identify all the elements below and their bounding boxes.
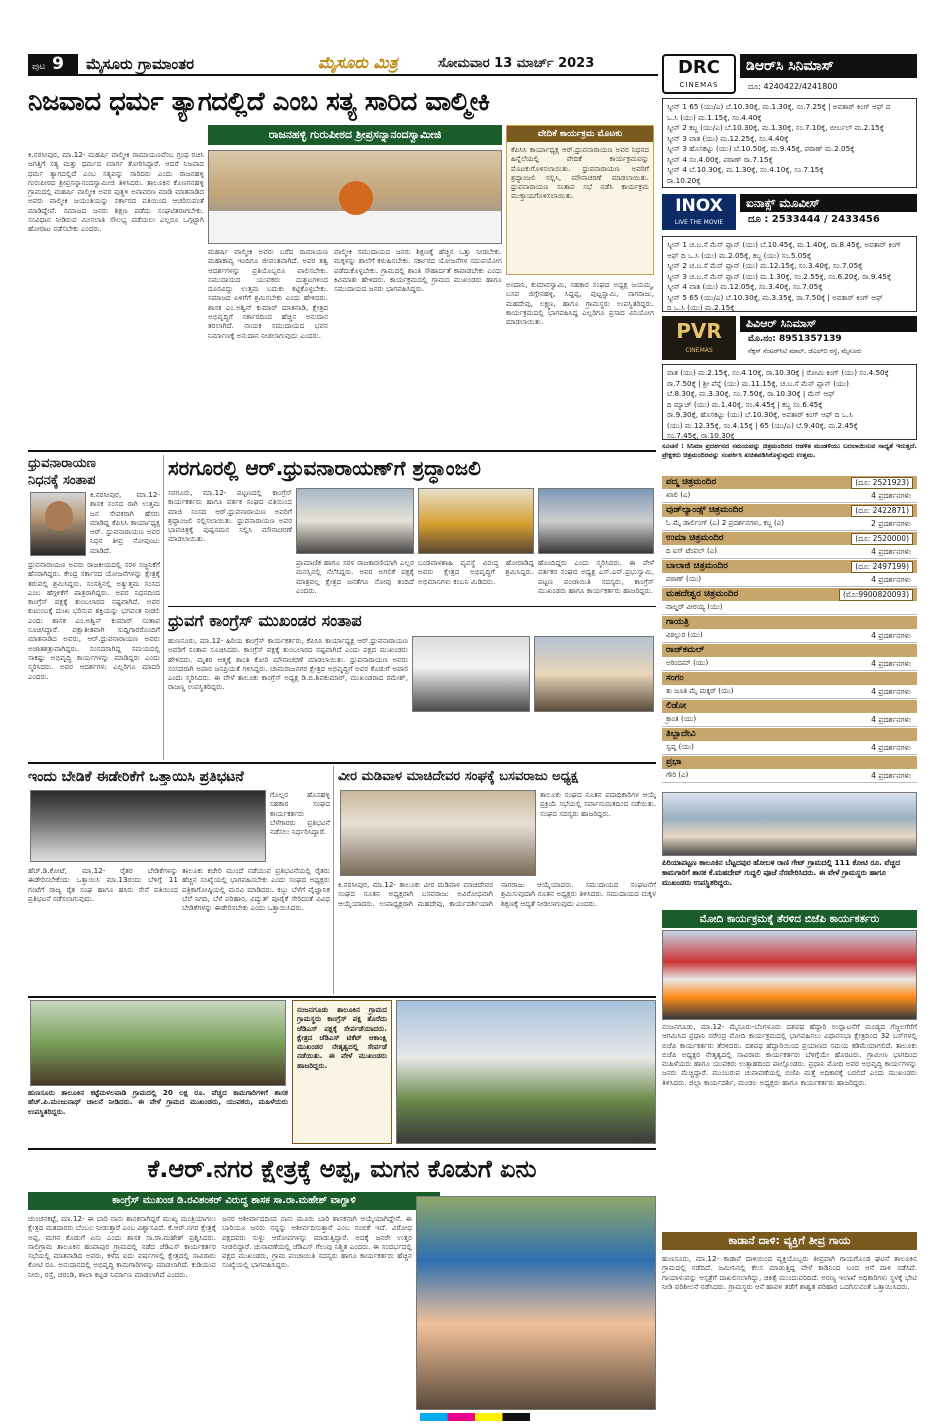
kr-nagar-col2: ಜನರ ಆಶೀರ್ವಾದದಿಂದ ನಾನು ಮೂರು ಬಾರಿ ಶಾಸಕನಾಗಿ ಆಯ್ಕೆಯಾಗಿದ್ದೇನೆ. ಈ ಬಾರಿಯೂ ಜನರು ನನ್ನನ್ನು ಆಶೀರ್ವದಿಸುತ್ತಾರೆ ಎಂಬ ನಂಬಿಕೆ ಇದೆ. ವಿರೋಧ ಪಕ್ಷದವರು ಸುಳ್ಳು ಆರೋಪಗಳನ್ನು ಮಾಡುತ್ತಿದ್ದಾರೆ. ಅದಕ್ಕೆ ಜನರೇ ಉತ್ತರ ನೀಡಲಿದ್ದಾರೆ. ಚುನಾವಣೆಯಲ್ಲಿ ಜೆಡಿಎಸ್ ಗೆಲುವು ನಿಶ್ಚಿತ ಎಂದರು. ಈ ಸಂದರ್ಭದಲ್ಲಿ ಪಕ್ಷದ ಮುಖಂಡರು, ಗ್ರಾಮ ಪಂಚಾಯಿತಿ ಸದಸ್ಯರು ಹಾಗೂ ಕಾರ್ಯಕರ್ತರು ಹೆಚ್ಚಿನ ಸಂಖ್ಯೆಯಲ್ಲಿ ಭಾಗವಹಿಸಿದ್ದರು. <box>222 1214 412 1270</box>
theatre-phone: (ದೂ: 2521923) <box>851 477 913 489</box>
pvr-showtime-line: ಸಂ.7.45ಕ್ಕೆ, ರಾ.10.30ಕ್ಕೆ <box>667 431 735 440</box>
tribute-photo-2 <box>418 488 534 554</box>
inox-logo <box>662 194 736 230</box>
theatre-name: ಉಮಾ ಚಿತ್ರಮಂದಿರ <box>666 533 724 543</box>
condolence-photo-1 <box>412 636 530 712</box>
boxed-item-title: ವೇದಿಕೆ ಕಾರ್ಯಕ್ರಮ ಮೊಟಕು <box>507 126 653 142</box>
protest-side: ಗೊಲ್ಲರ ಹೊಸಹಳ್ಳಿ ಸಹಕಾರ ಸಂಘದ ಕಾರ್ಯಕರ್ತರು ಬೆಳೆಗಾರರು ಪ್ರತಿಭಟನೆ ನಡೆಸಲು ನಿರ್ಧರಿಸಿದ್ದಾರೆ. <box>270 790 330 837</box>
theatre-listing <box>662 476 917 503</box>
page-number: 9 <box>52 54 64 74</box>
theatre-shows: 4 ಪ್ರದರ್ಶನಗಳು <box>871 575 911 584</box>
obituary-title-line2: ನಿಧನಕ್ಕೆ ಸಂತಾಪ <box>28 473 96 488</box>
joined-box <box>292 1000 392 1144</box>
theatre-header <box>662 644 917 657</box>
divider <box>28 762 656 764</box>
pvr-showtime-line: ವಾತ (ಯು) ಮ.2.15ಕ್ಕೆ, ಸಂ.4.10ಕ್ಕೆ, ರಾ.10.30ಕ್ಕೆ | ರೋಮಿ ಕಿಂಗ್ (ಯು) ಸಂ.4.50ಕ್ಕೆ <box>667 368 889 377</box>
theatre-header <box>662 616 917 629</box>
theatre-name: ಲಿಡೋ <box>666 701 687 711</box>
theatre-shows: 4 ಪ್ರದರ್ಶನಗಳು <box>871 743 911 752</box>
joined-text: ನಂಜನಗೂಡು ತಾಲೂಕಿನ ಗ್ರಾಮದ ಗ್ರಾಮಸ್ಥರು ಕಾಂಗ್ರೆಸ್ ಪಕ್ಷ ತೊರೆದು ಜೆಡಿಎಸ್ ಪಕ್ಷಕ್ಕೆ ಸೇರ್ಪಡೆಯಾದರು. ಕ್ಷೇತ್ರದ ಜೆಡಿಎಸ್ ಟಿಕೆಟ್ ಆಕಾಂಕ್ಷಿ ಮುಖಂಡರ ನೇತೃತ್ವದಲ್ಲಿ ಸೇರ್ಪಡೆ ನಡೆಯಿತು. ಈ ವೇಳೆ ಮುಖಂಡರು ಹಾಜರಿದ್ದರು. <box>297 1005 387 1070</box>
tribute-col4: ಹೊಂದಿದ್ದರು ಎಂದು ಸ್ಮರಿಸಿದರು. ಈ ವೇಳೆ ವರ್ತಕರ ಸಂಘದ ಅಧ್ಯಕ್ಷ ಎಸ್.ಎನ್.ಪ್ರಭುಸ್ವಾಮಿ, ಪಟ್ಟಣ ಪಂಚಾಯಿತಿ ಸದಸ್ಯರು, ಕಾಂಗ್ರೆಸ್ ಮುಖಂಡರು ಹಾಗೂ ಕಾರ್ಯಕರ್ತರು ಹಾಜರಿದ್ದರು. <box>538 558 654 595</box>
theatre-listing <box>662 588 917 615</box>
modi-body: ನಂಜನಗೂಡು, ಮಾ.12- ಮೈಸೂರು-ಬೆಂಗಳೂರು ದಶಪಥ ಹೆದ್ದಾರಿ ಉದ್ಘಾಟನೆಗೆ ಮಂಡ್ಯದ ಗೆಜ್ಜಲಗೆರೆಗೆ ಆಗಮಿಸಿದ ಪ್ರಧಾನಿ ನರೇಂದ್ರ ಮೋದಿ ಕಾರ್ಯಕ್ರಮದಲ್ಲಿ ಭಾಗವಹಿಸಲು ವಿಧಾನಸಭಾ ಕ್ಷೇತ್ರದಿಂದ 32 ಬಸ್‌ಗಳಲ್ಲಿ ಬಿಜೆಪಿ ಕಾರ್ಯಕರ್ತರು ತೆರಳಿದರು. ದಶಪಥ ಹೆದ್ದಾರಿಯಿಂದ ಪ್ರಯಾಣದ ಸಮಯ ಕಡಿಮೆಯಾಗಲಿದೆ. ತಾಲೂಕು ಬಿಜೆಪಿ ಅಧ್ಯಕ್ಷರ ನೇತೃತ್ವದಲ್ಲಿ ಸಾವಿರಾರು ಕಾರ್ಯಕರ್ತರು ಬೆಳಿಗ್ಗೆಯೇ ಹೊರಟರು. ಗ್ರಾಮೀಣ ಭಾಗದಿಂದ ಮಹಿಳೆಯರು ಹಾಗೂ ಯುವಕರು ಉತ್ಸಾಹದಿಂದ ಪಾಲ್ಗೊಂಡರು. ಪ್ರಧಾನಿ ಮೋದಿ ಅವರ ಅಭಿವೃದ್ಧಿ ಕಾರ್ಯಗಳನ್ನು ಜನರು ಮೆಚ್ಚಿದ್ದಾರೆ. ಮುಂಬರುವ ಚುನಾವಣೆಯಲ್ಲಿ ಬಿಜೆಪಿ ಮತ್ತೆ ಅಧಿಕಾರಕ್ಕೆ ಬರಲಿದೆ ಎಂದು ಮುಖಂಡರು ತಿಳಿಸಿದರು. ಜಿಲ್ಲಾ ಕಾರ್ಯದರ್ಶಿ, ಮಂಡಲ ಅಧ್ಯಕ್ಷರು ಹಾಗೂ ಕಾರ್ಯಕರ್ತರು ಹಾಜರಿದ್ದರು. <box>662 1022 917 1087</box>
pvr-listing <box>662 364 917 440</box>
pvr-showtime-line: ದಿ ಮ್ಯಾಚ್ (ಯು) ಮ.1.40ಕ್ಕೆ, ಸಂ.4.45ಕ್ಕೆ | ಕಬ್ಜ ಸಂ.6.45ಕ್ಕೆ <box>667 399 823 409</box>
drc-showtime-line: ರಾ.10.20ಕ್ಕೆ <box>667 175 701 185</box>
color-strip <box>420 1413 530 1421</box>
boxed-item <box>506 125 654 275</box>
theatre-listing <box>662 644 917 671</box>
theatre-movie: ಗೌರಿ (ಎ) <box>666 771 689 779</box>
drc-logo <box>662 54 736 94</box>
lead-photo-garland <box>339 181 373 215</box>
drc-phone: ದೂ: 4240422/4241800 <box>748 82 838 91</box>
protest-headline: ಇಂದು ಬೇಡಿಕೆ ಈಡೇರಿಕೆಗೆ ಒತ್ತಾಯಿಸಿ ಪ್ರತಿಭಟನೆ <box>28 769 244 785</box>
paper-name: ಮೈಸೂರು ಮಿತ್ರ <box>318 53 398 72</box>
theatre-name: ಮಹದೇಶ್ವರ ಚಿತ್ರಮಂದಿರ <box>666 589 739 599</box>
inox-showtime-line: ಸ್ಕ್ರೀನ್ 1 ಚ.ಬ.ಸೆ ಮೆನ್ ಪ್ಲಾನ್ (ಯು) ಬೆ.10.45ಕ್ಕೆ, ಮ.1.40ಕ್ಕೆ, ರಾ.8.45ಕ್ಕೆ, ಅವತಾರ್ ಕಿಂಗ್ <box>667 240 902 249</box>
pvr-block <box>662 314 917 362</box>
tribute-photo-3 <box>538 488 654 554</box>
right-mid-photo <box>662 792 917 856</box>
theatre-shows: 4 ಪ್ರದರ್ಶನಗಳು <box>871 771 911 780</box>
pvr-logo-sub: CINEMAS <box>685 347 713 354</box>
theatre-header <box>662 560 917 573</box>
inox-showtime-line: ದಿ ಒ.ಸಿ (ಯು) ಮ.2.15ಕ್ಕೆ <box>667 303 735 312</box>
page-label-text: ಪುಟ <box>32 62 46 72</box>
inox-name: ಐನಾಕ್ಸ್ ಮೂವೀಸ್ <box>740 194 917 212</box>
condolence-body: ಹುಣಸೂರು, ಮಾ.12- ಹಿರಿಯ ಕಾಂಗ್ರೆಸ್ ಕಾರ್ಯಕರ್ತರು, ಕೆಪಿಸಿಸಿ ಕಾರ್ಯಾಧ್ಯಕ್ಷ ಆರ್.ಧ್ರುವನಾರಾಯಣ ಅವರಿಗೆ ಸಂತಾಪ ಸೂಚಿಸಿದರು. ಕಾಂಗ್ರೆಸ್ ಪಕ್ಷಕ್ಕೆ ತುಂಬಲಾರದ ನಷ್ಟವಾಗಿದೆ ಎಂದು ಪಕ್ಷದ ಮುಖಂಡರು ಹೇಳಿದರು. ಮೃತರ ಆತ್ಮಕ್ಕೆ ಶಾಂತಿ ಕೋರಿ ಮೌನಾಚರಣೆ ಮಾಡಲಾಯಿತು. ಧ್ರುವನಾರಾಯಣ ಅವರು ಸಂಸದರಾಗಿ ಅಪಾರ ಜನಪ್ರಿಯತೆ ಗಳಿಸಿದ್ದರು. ಚಾಮರಾಜನಗರ ಕ್ಷೇತ್ರದ ಅಭಿವೃದ್ಧಿಗೆ ಅವರ ಕೊಡುಗೆ ಅಪಾರ ಎಂದು ಸ್ಮರಿಸಿದರು. ಈ ವೇಳೆ ತಾಲೂಕು ಕಾಂಗ್ರೆಸ್ ಅಧ್ಯಕ್ಷ ಡಿ.ಬಿ.ಶಿವಕುಮಾರ್, ಮುಖಂಡರಾದ ರಮೇಶ್, ರಾಜಣ್ಣ ಉಪಸ್ಥಿತರಿದ್ದರು. <box>168 636 408 692</box>
inox-listing <box>662 236 917 312</box>
column-rule <box>333 766 334 994</box>
drc-logo-text: DRC <box>677 57 720 78</box>
theatre-listing <box>662 560 917 587</box>
obituary-title <box>28 455 158 489</box>
lead-subhead: ರಾಜನಹಳ್ಳಿ ಗುರುಪೀಠದ ಶ್ರೀಪ್ರಸನ್ನಾನಂದಸ್ವಾಮೀಜಿ <box>208 125 502 145</box>
tribute-col1: ಸರಗೂರು, ಮಾ.12- ಪಟ್ಟಣದಲ್ಲಿ ಕಾಂಗ್ರೆಸ್ ಕಾರ್ಯಕರ್ತರು ಹಾಗೂ ವರ್ತಕ ಸಂಘದ ವತಿಯಿಂದ ಮಾಜಿ ಸಂಸದ ಆರ್.ಧ್ರುವನಾರಾಯಣ ಅವರಿಗೆ ಶ್ರದ್ಧಾಂಜಲಿ ಸಲ್ಲಿಸಲಾಯಿತು. ಧ್ರುವನಾರಾಯಣ ಅವರ ಭಾವಚಿತ್ರಕ್ಕೆ ಪುಷ್ಪನಮನ ಸಲ್ಲಿಸಿ ಮೌನಾಚರಣೆ ಮಾಡಲಾಯಿತು. <box>168 488 292 544</box>
modi-headline: ಮೋದಿ ಕಾರ್ಯಕ್ರಮಕ್ಕೆ ತೆರಳಿದ ಬಿಜೆಪಿ ಕಾರ್ಯಕರ್ತರು <box>662 910 917 928</box>
kr-nagar-col1: ಚುಂಚನಕಟ್ಟೆ, ಮಾ.12- ಈ ಬಾರಿ ನಾನು ಶಾಸಕನಾಗಿದ್ದರೆ ಮುಖ್ಯ ಮಂತ್ರಿಯಾಗಲು ಕ್ಷೇತ್ರದ ಮತದಾರರು ಬೆಂಬಲ ನೀಡುತ್ತಾರೆ ಎಂಬ ವಿಶ್ವಾಸವಿದೆ. ಕೆ.ಆರ್.ನಗರ ಕ್ಷೇತ್ರಕ್ಕೆ ಅಪ್ಪ, ಮಗನ ಕೊಡುಗೆ ಏನು ಎಂದು ಶಾಸಕ ಸಾ.ರಾ.ಮಹೇಶ್ ಪ್ರಶ್ನಿಸಿದರು. ಸಾಲಿಗ್ರಾಮ ತಾಲೂಕಿನ ಹಂಪಾಪುರ ಗ್ರಾಮದಲ್ಲಿ ನಡೆದ ಜೆಡಿಎಸ್ ಕಾರ್ಯಕರ್ತರ ಸಭೆಯಲ್ಲಿ ಮಾತನಾಡಿದ ಅವರು, ಕಳೆದ ಐದು ವರ್ಷಗಳಲ್ಲಿ ಕ್ಷೇತ್ರದಲ್ಲಿ ಸಾವಿರಾರು ಕೋಟಿ ರೂ. ಅನುದಾನದಲ್ಲಿ ಅಭಿವೃದ್ಧಿ ಕಾಮಗಾರಿಗಳನ್ನು ಮಾಡಲಾಗಿದೆ. ಕುಡಿಯುವ ನೀರು, ರಸ್ತೆ, ಚರಂಡಿ, ಶಾಲಾ ಕಟ್ಟಡ ನಿರ್ಮಾಣ ಮಾಡಲಾಗಿದೆ ಎಂದರು. <box>28 1214 216 1279</box>
plantation-photo <box>30 1000 286 1086</box>
theatre-header <box>662 504 917 517</box>
portrait-face <box>45 501 73 531</box>
divider <box>28 996 656 998</box>
theatre-shows: 4 ಪ್ರದರ್ಶನಗಳು <box>871 715 911 724</box>
drc-listing <box>662 98 917 188</box>
pvr-name: ಪಿವಿಆರ್ ಸಿನಿಮಾಸ್ <box>740 316 917 332</box>
tribute-headline: ಸರಗೂರಲ್ಲಿ ಆರ್.ಧ್ರುವನಾರಾಯಣ್‌ಗೆ ಶ್ರದ್ಧಾಂಜಲಿ <box>168 456 481 480</box>
lead-col3: ವಾಲ್ಮೀಕಿ ಸಮುದಾಯದ ಜನರು ಶಿಕ್ಷಣಕ್ಕೆ ಹೆಚ್ಚಿನ ಒತ್ತು ನೀಡಬೇಕು. ಮಕ್ಕಳನ್ನು ಶಾಲೆಗೆ ಕಳುಹಿಸಬೇಕು. ಸರ್ಕಾರದ ಯೋಜನೆಗಳ ಸದುಪಯೋಗ ಪಡೆದುಕೊಳ್ಳಬೇಕು. ಗ್ರಾಮದಲ್ಲಿ ಶಾಂತಿ ಸೌಹಾರ್ದತೆ ಕಾಪಾಡಬೇಕು ಎಂದು ಕಿವಿಮಾತು ಹೇಳಿದರು. ಕಾರ್ಯಕ್ರಮದಲ್ಲಿ ಗ್ರಾಮದ ಮುಖಂಡರು ಹಾಗೂ ಸಮುದಾಯದ ಜನರು ಭಾಗವಹಿಸಿದ್ದರು. <box>334 247 502 294</box>
theatre-movie: ಕ್ರಾಂತಿ (ಯು) <box>666 715 697 723</box>
pvr-showtime-line: ರಾ.7.50ಕ್ಕೆ | ಶ್ರೀ ಪೆನ್ನೆ (ಯು) ಮ.11.15ಕ್ಕೆ, ಚ.ಬ.ಸೆ ಮೆನ್ ಪ್ಲಾನ್ (ಯು) <box>667 378 849 388</box>
sangha-side: ತಾಲೂಕು ಸಂಘದ ನೂತನ ಪದಾಧಿಕಾರಿಗಳ ಆಯ್ಕೆ ಪ್ರಕ್ರಿಯೆ ಸಭೆಯಲ್ಲಿ ಸರ್ವಾನುಮತದಿಂದ ನಡೆಯಿತು. ಸಂಘದ ಸದಸ್ಯರು ಹಾಜರಿದ್ದರು. <box>540 790 656 818</box>
theatre-listing <box>662 532 917 559</box>
pvr-logo-text: PVR <box>676 319 722 343</box>
theatre-movie: ವಾಲ್ಡರ್ ವೀರಯ್ಯ (ಯು) <box>666 603 723 611</box>
plantation-caption: ಹುಣಸೂರು ತಾಲೂಕಿನ ಕಟ್ಟೆಮಳಲವಾಡಿ ಗ್ರಾಮದಲ್ಲಿ 20 ಲಕ್ಷ ರೂ. ವೆಚ್ಚದ ಕಾಮಗಾರಿಗಳಿಗೆ ಶಾಸಕ ಹೆಚ್.ಪಿ.ಮಂಜುನಾಥ್ ಚಾಲನೆ ನೀಡಿದರು. ಈ ವೇಳೆ ಗ್ರಾಮದ ಮುಖಂಡರು, ಯುವಕರು, ಮಹಿಳೆಯರು ಉಪಸ್ಥಿತರಿದ್ದರು. <box>28 1088 288 1116</box>
drc-logo-sub: CINEMAS <box>679 81 719 89</box>
obituary-title-line1: ಧ್ರುವನಾರಾಯಣ <box>28 456 96 471</box>
theatre-listing <box>662 504 917 531</box>
drc-showtime-line: ಸ್ಕ್ರೀನ್ 3 ಹೊಸಕಟ್ಟು (ಯು) ಬೆ.10.50ಕ್ಕೆ, ಮ.9.45ಕ್ಕೆ, ಪಠಾಣ್ ಮ.2.05ಕ್ಕೆ <box>667 144 855 153</box>
accident-headline: ಕಾಡಾನೆ ದಾಳಿ: ವ್ಯಕ್ತಿಗೆ ತೀವ್ರ ಗಾಯ <box>662 1232 917 1250</box>
lead-photo-stage <box>209 211 501 243</box>
page-label <box>28 54 78 74</box>
protest-body: ತಾಲೂಕು ಕಚೇರಿ ಮುಂದೆ ನಡೆಯುವ ಪ್ರತಿಭಟನೆಯಲ್ಲಿ ರೈತರು ಹೆಚ್ಚಿನ ಸಂಖ್ಯೆಯಲ್ಲಿ ಭಾಗವಹಿಸಬೇಕು ಎಂದು ಸಂಘದ ಅಧ್ಯಕ್ಷರು ಪತ್ರಿಕಾಗೋಷ್ಠಿಯಲ್ಲಿ ಮನವಿ ಮಾಡಿದರು. ಕಬ್ಬು ಬೆಳೆಗೆ ವೈಜ್ಞಾನಿಕ ಬೆಲೆ ನಿಗದಿ, ಬೆಳೆ ಪರಿಹಾರ, ವಿದ್ಯುತ್ ಪೂರೈಕೆ ಸೇರಿದಂತೆ ವಿವಿಧ ಬೇಡಿಕೆಗಳನ್ನು ಈಡೇರಿಸಬೇಕು ಎಂದು ಒತ್ತಾಯಿಸಿದರು. <box>182 866 330 913</box>
theatre-shows: 4 ಪ್ರದರ್ಶನಗಳು <box>871 547 911 556</box>
theatre-shows: 4 ಪ್ರದರ್ಶನಗಳು <box>871 631 911 640</box>
theatre-phone: (ದೂ: 2520000) <box>851 533 913 545</box>
drc-showtime-line: ಸ್ಕ್ರೀನ್ 3 ವಾತ (ಯು) ಮ.12.25ಕ್ಕೆ, ಸಂ.4.40ಕ್ಕೆ <box>667 133 789 143</box>
theatre-listing <box>662 728 917 755</box>
masthead <box>28 52 658 76</box>
boxed-item-body: ಕೆಪಿಸಿಸಿ ಕಾರ್ಯಾಧ್ಯಕ್ಷ ಆರ್.ಧ್ರುವನಾರಾಯಣ ಅವರ ನಿಧನದ ಹಿನ್ನೆಲೆಯಲ್ಲಿ ವೇದಿಕೆ ಕಾರ್ಯಕ್ರಮವನ್ನು ಮೊಟಕುಗೊಳಿಸಲಾಯಿತು. ಧ್ರುವನಾರಾಯಣ ಅವರಿಗೆ ಶ್ರದ್ಧಾಂಜಲಿ ಸಲ್ಲಿಸಿ, ಮೌನಾಚರಣೆ ಮಾಡಲಾಯಿತು. ಧ್ರುವನಾರಾಯಣ ಸಂತಾಪ ಸಭೆ ನಡೆಸಿ ಕಾರ್ಯಕ್ರಮ ಮುಕ್ತಾಯಗೊಳಿಸಲಾಯಿತು. <box>511 145 649 201</box>
theatre-header <box>662 532 917 545</box>
theatre-name: ತಿಬ್ಬಾದೇವಿ <box>666 729 696 739</box>
lead-photo <box>208 150 502 244</box>
theatre-listing <box>662 700 917 727</box>
drc-name: ಡಿಆರ್‌ಸಿ ಸಿನಿಮಾಸ್ <box>740 54 917 78</box>
theatre-phone: (ಮೊ:9900820093) <box>839 589 913 601</box>
theatre-movie: ಸ್ವಪ್ನ (ಯು) <box>666 743 694 751</box>
kr-nagar-photo <box>416 1196 656 1410</box>
theatre-shows: 4 ಪ್ರದರ್ಶನಗಳು <box>871 491 911 500</box>
theatre-shows: 2 ಪ್ರದರ್ಶನಗಳು <box>871 519 911 528</box>
inox-logo-text: INOX <box>675 196 723 216</box>
theatre-name: ಸಂಗಂ <box>666 673 684 683</box>
theatre-name: ಬಾಲಾಜಿ ಚಿತ್ರಮಂದಿರ <box>666 561 728 571</box>
modi-photo <box>662 930 917 1020</box>
divider <box>168 606 656 607</box>
lead-col5: ಅಂದಾನಿ, ಕುಮಾರಸ್ವಾಮಿ, ಸಹಕಾರ ಸಂಘದ ಅಧ್ಯಕ್ಷ ಜಯಮ್ಮ, ಬಸವ ಜಿಗ್ಗೇನಹಳ್ಳಿ, ಸಿದ್ದಪ್ಪ, ಪುಟ್ಟಸ್ವಾಮಿ, ನಾಗರಾಜು, ಮಹದೇವು, ಲಕ್ಷ್ಮಣ, ಹಾಗೂ ಗ್ರಾಮಸ್ಥರು ಉಪಸ್ಥಿತರಿದ್ದರು. ಕಾರ್ಯಕ್ರಮದಲ್ಲಿ ಭಾಗವಹಿಸಿದ್ದ ಎಲ್ಲರಿಗೂ ಪ್ರಸಾದ ವಿನಿಯೋಗ ಮಾಡಲಾಯಿತು. <box>506 280 654 327</box>
tribute-col2: ಪ್ರಾಮಾಣಿಕ ಹಾಗೂ ಸರಳ ರಾಜಕಾರಣಿಯಾಗಿ ಎಲ್ಲರ ಮನಸ್ಸಿನಲ್ಲಿ ನೆಲೆಸಿದ್ದರು. ಅವರ ಅಗಲಿಕೆ ಪಕ್ಷಕ್ಕೆ ಮಾತ್ರವಲ್ಲ ಕ್ಷೇತ್ರದ ಜನತೆಗೂ ನೋವು ತಂದಿದೆ ಎಂದರು. <box>296 558 414 595</box>
theatre-header <box>662 476 917 489</box>
theatre-movie: ಓ ಮೈ ಡಾರ್ಲಿಂಗ್ (ಎ) 2 ಪ್ರದರ್ಶನಗಳು, ಕಬ್ಜ (ಎ) <box>666 519 785 527</box>
theatre-phone: (ದೂ: 2422871) <box>851 505 913 517</box>
pvr-showtime-line: ರಾ.9.30ಕ್ಕೆ, ಹೊಸಕಟ್ಟು (ಯು) ಬೆ.10.30ಕ್ಕೆ, ಅವತಾರ್ ಕಿಂಗ್ ಆಫ್ ದಿ ಒ.ಸಿ <box>667 410 853 419</box>
inox-showtime-line: ಸ್ಕ್ರೀನ್ 2 ಚ.ಬ.ಸೆ ಮೆನ್ ಪ್ಲಾನ್ (ಯು) ಮ.12.15ಕ್ಕೆ, ಸಂ.3.40ಕ್ಕೆ, ಸಂ.7.05ಕ್ಕೆ <box>667 261 863 270</box>
pvr-showtime-line: (ಯು) ಮ.12.35ಕ್ಕೆ, ಸಂ.4.15ಕ್ಕೆ | 65 (ಯು/ಎ) ಬೆ.9.40ಕ್ಕೆ, ಮ.2.45ಕ್ಕೆ <box>667 420 858 430</box>
theatre-movie: ವಿಠಲ್ಪುರ (ಯು) <box>666 631 703 639</box>
theatre-movie: ಪಠಾಣ್ (ಯು) <box>666 575 702 583</box>
pvr-address: ನೆಕ್ಸಸ್ ಸೆಂಟರ್‌ಸಿಟಿ ಮಾಲ್, ಜೆಎಲ್‌ಬಿ ರಸ್ತೆ, ಮೈಸೂರು <box>748 347 862 355</box>
theatre-header <box>662 700 917 713</box>
protest-photo <box>30 790 266 862</box>
kr-nagar-subhead: ಕಾಂಗ್ರೆಸ್ ಮುಖಂಡ ಡಿ.ರವಿಶಂಕರ್ ವಿರುದ್ಧ ಶಾಸಕ ಸಾ.ರಾ.ಮಹೇಶ್ ವಾಗ್ದಾಳಿ <box>28 1192 440 1210</box>
pvr-note: ಸೂಚನೆ : ಸಿನಿಮಾ ಪ್ರದರ್ಶನದ ಸಮಯವನ್ನು ಚಿತ್ರಮಂದಿರದ ಆಡಳಿತ ಮಂಡಳಿಯು ಬದಲಾಯಿಸುವ ಸಾಧ್ಯತೆ ಇರುತ್ತದೆ. ಪ್ರೇಕ್ಷಕರು ಚಿತ್ರಮಂದಿರವನ್ನು ಸಂಪರ್ಕಿಸಿ ಖಚಿತಪಡಿಸಿಕೊಳ್ಳುವುದು ಉತ್ತಮ. <box>662 442 917 459</box>
protest-caption: ಹೆಚ್.ಡಿ.ಕೋಟೆ, ಮಾ.12- ರೈತರ ಬೇಡಿಕೆಗಳನ್ನು ಈಡೇರಿಸಬೇಕೆಂದು ಒತ್ತಾಯಿಸಿ ಮಾ.13ರಂದು ಬೆಳಿಗ್ಗೆ 11 ಗಂಟೆಗೆ ರಾಜ್ಯ ರೈತ ಸಂಘ ಹಾಗೂ ಹಸಿರು ಸೇನೆ ವತಿಯಿಂದ ಪ್ರತಿಭಟನೆ ನಡೆಸಲಾಗುವುದು. <box>28 866 178 903</box>
theatre-header <box>662 756 917 769</box>
theatre-name: ವುಡ್‌ಲ್ಯಾಂಡ್ಸ್ ಚಿತ್ರಮಂದಿರ <box>666 505 744 515</box>
tribute-photo-1 <box>296 488 414 554</box>
theatre-header <box>662 728 917 741</box>
lead-col2: ಮಹರ್ಷಿ ವಾಲ್ಮೀಕಿ ಅವರು ಬರೆದ ರಾಮಾಯಣ ಮಹಾಕಾವ್ಯ ಇಂದಿಗೂ ಜೀವಂತವಾಗಿದೆ. ಅವರ ತತ್ವ ಆದರ್ಶಗಳನ್ನು ಪ್ರತಿಯೊಬ್ಬರೂ ಪಾಲಿಸಬೇಕು. ಸಮುದಾಯದ ಯುವಕರು ದುಶ್ಚಟಗಳಿಂದ ದೂರವಿದ್ದು ಉತ್ತಮ ಬದುಕು ಕಟ್ಟಿಕೊಳ್ಳಬೇಕು. ಸಮಾಜದ ಏಳಿಗೆಗೆ ಶ್ರಮಿಸಬೇಕು ಎಂದು ಹೇಳಿದರು. ಶಾಸಕ ಎಂ.ಅಶ್ವಿನ್ ಕುಮಾರ್ ಮಾತನಾಡಿ, ಕ್ಷೇತ್ರದ ಅಭಿವೃದ್ಧಿಗೆ ಸರ್ಕಾರದಿಂದ ಹೆಚ್ಚಿನ ಅನುದಾನ ತರಲಾಗಿದೆ. ನಾಯಕ ಸಮುದಾಯದ ಭವನ ನಿರ್ಮಾಣಕ್ಕೆ ಅನುದಾನ ನೀಡಲಾಗುವುದು ಎಂದರು. <box>208 247 328 340</box>
theatre-name: ಗಾಯತ್ರಿ <box>666 617 689 627</box>
inox-phone: ದೂ : 2533444 / 2433456 <box>748 214 880 225</box>
theatre-movie: ಖಾಲಿ (ಎ) <box>666 491 691 499</box>
inox-showtime-line: ಸ್ಕ್ರೀನ್ 3 ಚ.ಬ.ಸೆ ಮೆನ್ ಪ್ಲಾನ್ (ಯು) ಮ.1.30ಕ್ಕೆ, ಸಂ.2.55ಕ್ಕೆ, ಸಂ.6.20ಕ್ಕೆ, ರಾ.9.45ಕ್ಕೆ <box>667 271 892 281</box>
theatre-name: ಪದ್ಮ ಚಿತ್ರಮಂದಿರ <box>666 477 717 487</box>
inox-showtime-line: ಆಫ್ ದಿ ಒ.ಸಿ (ಯು) ಮ.2.05ಕ್ಕೆ, ಕಬ್ಜ (ಯು) ಸಂ.5.05ಕ್ಕೆ <box>667 250 812 260</box>
sangha-body: ಕಿ.ನರಸೀಪುರ, ಮಾ.12- ತಾಲೂಕು ವೀರ ಮಡಿವಾಳ ಮಾಚಿದೇವರ ಸಂಘದ ನೂತನ ಅಧ್ಯಕ್ಷರಾಗಿ ಬಸವರಾಜು ಅವಿರೋಧವಾಗಿ ಆಯ್ಕೆಯಾದರು. ಉಪಾಧ್ಯಕ್ಷರಾಗಿ ಮಹದೇವು, ಕಾರ್ಯದರ್ಶಿಯಾಗಿ ನಾಗರಾಜು ಆಯ್ಕೆಯಾದರು. ಸಮುದಾಯದ ಸಂಘಟನೆಗೆ ಶ್ರಮಿಸುವುದಾಗಿ ನೂತನ ಅಧ್ಯಕ್ಷರು ತಿಳಿಸಿದರು. ಸಮುದಾಯದ ಮಕ್ಕಳ ಶಿಕ್ಷಣಕ್ಕೆ ಆದ್ಯತೆ ನೀಡಲಾಗುವುದು ಎಂದರು. <box>338 880 656 908</box>
theatre-header <box>662 588 917 601</box>
pvr-phone: ಮೊ.ನಂ: 8951357139 <box>748 334 842 344</box>
obituary-portrait <box>30 492 86 556</box>
inox-logo-sub: LIVE THE MOVIE <box>674 219 724 226</box>
lead-headline: ನಿಜವಾದ ಧರ್ಮ ತ್ಯಾಗದಲ್ಲಿದೆ ಎಂಬ ಸತ್ಯ ಸಾರಿದ ವಾಲ್ಮೀಕಿ <box>28 87 490 117</box>
obituary-body: ಧ್ರುವನಾರಾಯಣ ಅವರು ರಾಜಕೀಯದಲ್ಲಿ ಸರಳ ಸಜ್ಜನಿಕೆಗೆ ಹೆಸರಾಗಿದ್ದರು. ಕೇಂದ್ರ ಸರ್ಕಾರದ ಯೋಜನೆಗಳನ್ನು ಕ್ಷೇತ್ರಕ್ಕೆ ತರುವಲ್ಲಿ ಶ್ರಮಿಸಿದ್ದರು. ಸಂಸತ್ತಿನಲ್ಲಿ ಅತ್ಯುತ್ತಮ ಸಂಸದ ಎಂಬ ಹೆಗ್ಗಳಿಕೆಗೆ ಪಾತ್ರರಾಗಿದ್ದರು. ಅವರ ನಿಧನದಿಂದ ಕಾಂಗ್ರೆಸ್ ಪಕ್ಷಕ್ಕೆ ತುಂಬಲಾರದ ನಷ್ಟವಾಗಿದೆ. ಅವರ ಕುಟುಂಬಕ್ಕೆ ದುಃಖ ಭರಿಸುವ ಶಕ್ತಿಯನ್ನು ಭಗವಂತ ನೀಡಲಿ ಎಂದು ಶಾಸಕ ಎಂ.ಅಶ್ವಿನ್ ಕುಮಾರ್ ಸಂತಾಪ ಸೂಚಿಸಿದ್ದಾರೆ. ಪಕ್ಷಾತೀತವಾಗಿ ಸುದ್ದಿಗಾರರೊಂದಿಗೆ ಮಾತನಾಡಿದ ಅವರು, ಆರ್.ಧ್ರುವನಾರಾಯಣ ಅವರು ಅಜಾತಶತ್ರುವಾಗಿದ್ದರು. ಸಂಸದರಾಗಿದ್ದ ಸಮಯದಲ್ಲಿ ಸಾಕಷ್ಟು ಅಭಿವೃದ್ಧಿ ಕಾರ್ಯಗಳನ್ನು ಮಾಡಿದ್ದರು ಎಂದು ಸ್ಮರಿಸಿದರು. ಅವರ ಆದರ್ಶಗಳು ಎಲ್ಲರಿಗೂ ಮಾದರಿ ಎಂದರು. <box>28 560 160 681</box>
theatre-shows: 4 ಪ್ರದರ್ಶನಗಳು <box>871 687 911 696</box>
theatre-name: ರಾಜ್‌ಕಮಲ್ <box>666 645 705 655</box>
drc-showtime-line: ಸ್ಕ್ರೀನ್ 1 65 (ಯು/ಎ) ಬೆ.10.30ಕ್ಕೆ, ಮ.1.30ಕ್ಕೆ, ಸಂ.7.25ಕ್ಕೆ | ಅವತಾರ್ ಕಿಂಗ್ ಆಫ್ ದ <box>667 102 891 111</box>
drc-showtime-line: ಸ್ಕ್ರೀನ್ 2 ಕಬ್ಜ (ಯು/ಎ) ಬೆ.10.30ಕ್ಕೆ, ಮ.1.30ಕ್ಕೆ, ಸಂ.7.10ಕ್ಕೆ, ಬೀರ್ಬಲ್ ಮ.2.15ಕ್ಕೆ <box>667 123 884 132</box>
theatre-phone: (ದೂ: 2497199) <box>851 561 913 573</box>
drc-showtime-line: ಸ್ಕ್ರೀನ್ 4 ಬೆ.10.30ಕ್ಕೆ, ಮ.1.30ಕ್ಕೆ, ಸಂ.4.10ಕ್ಕೆ, ಸಂ.7.15ಕ್ಕೆ <box>667 165 824 174</box>
theatre-listing <box>662 756 917 783</box>
drc-showtime-line: ಒ.ಸಿ (ಯು) ಮ.1.15ಕ್ಕೆ, ಸಂ.4.40ಕ್ಕೆ <box>667 112 762 122</box>
inox-showtime-line: ಸ್ಕ್ರೀನ್ 5 65 (ಯು/ಎ) ಬೆ.10.30ಕ್ಕೆ, ಮ.3.35ಕ್ಕೆ, ರಾ.7.50ಕ್ಕೆ | ಅವತಾರ್ ಕಿಂಗ್ ಆಫ್ <box>667 292 883 302</box>
condolence-photo-2 <box>534 636 654 712</box>
lead-col1: ಕಿ.ನರಸೀಪುರ, ಮಾ.12- ಮಹರ್ಷಿ ವಾಲ್ಮೀಕಿ ರಾಮಾಯಣವೆಂಬ ಗ್ರಂಥ ರಚಿಸಿ ಜಗತ್ತಿಗೆ ಸತ್ಯ ಮತ್ತು ಧರ್ಮದ ಮಾರ್ಗ ತೋರಿಸಿದ್ದಾರೆ. ಆದರೆ ನಿಜವಾದ ಧರ್ಮ ತ್ಯಾಗದಲ್ಲಿದೆ ಎಂಬ ಸತ್ಯವನ್ನು ಸಾರಿದರು ಎಂದು ರಾಜನಹಳ್ಳಿ ಗುರುಪೀಠದ ಶ್ರೀಪ್ರಸನ್ನಾನಂದಸ್ವಾಮೀಜಿ ತಿಳಿಸಿದರು. ತಾಲೂಕಿನ ಕೊಣಗನಹಳ್ಳಿ ಗ್ರಾಮದಲ್ಲಿ ಮಹರ್ಷಿ ವಾಲ್ಮೀಕಿ ಅವರ ಪುತ್ಥಳಿ ಅನಾವರಣ ಮಾಡಿ ಮಾತನಾಡಿದ ಅವರು ವಾಲ್ಮೀಕಿ ಜಯಂತಿಯನ್ನು ಸರ್ಕಾರದ ವತಿಯಿಂದ ಆಚರಿಸುವಂತೆ ಮಾಡಿದ್ದೇವೆ. ಸಮಾಜದ ಜನರು ಶಿಕ್ಷಣ ಪಡೆದು ಸಂಘಟಿತರಾಗಬೇಕು. ಸಂವಿಧಾನ ನೀಡಿರುವ ಮೀಸಲಾತಿ ಸೌಲಭ್ಯ ಪಡೆಯಲು ಎಲ್ಲರೂ ಒಗ್ಗಟ್ಟಾಗಿ ಹೋರಾಟ ನಡೆಸಬೇಕು ಎಂದರು. <box>28 150 204 234</box>
right-mid-caption: ಪಿರಿಯಾಪಟ್ಟಣ ತಾಲೂಕಿನ ಬೆಟ್ಟದಪುರ ಹೋಬಳಿ ರಾಣಿ ಗೇಟ್ ಗ್ರಾಮದಲ್ಲಿ 111 ಕೋಟಿ ರೂ. ವೆಚ್ಚದ ಕಾಮಗಾರಿಗೆ ಶಾಸಕ ಕೆ.ಮಹದೇವ್ ಗುದ್ದಲಿ ಪೂಜೆ ನೆರವೇರಿಸಿದರು. ಈ ವೇಳೆ ಗ್ರಾಮಸ್ಥರು ಹಾಗೂ ಮುಖಂಡರು ಉಪಸ್ಥಿತರಿದ್ದರು. <box>662 858 901 887</box>
theatre-shows: 4 ಪ್ರದರ್ಶನಗಳು <box>871 659 911 668</box>
theatre-movie: ದಿ ಐಸ್ ಟೆಂಪಲ್ (ಎ) <box>666 547 717 555</box>
theatre-listings <box>662 476 917 786</box>
sangha-photo <box>340 790 536 876</box>
issue-date: ಸೋಮವಾರ 13 ಮಾರ್ಚ್ 2023 <box>438 56 595 71</box>
kr-nagar-headline: ಕೆ.ಆರ್.ನಗರ ಕ್ಷೇತ್ರಕ್ಕೆ ಅಪ್ಪ, ಮಗನ ಕೊಡುಗೆ ಏನು <box>147 1155 537 1183</box>
section-name: ಮೈಸೂರು ಗ್ರಾಮಾಂತರ <box>86 55 195 73</box>
sangha-headline: ವೀರ ಮಡಿವಾಳ ಮಾಚಿದೇವರ ಸಂಘಕ್ಕೆ ಬಸವರಾಜು ಅಧ್ಯಕ್ಷ <box>338 769 578 784</box>
inox-showtime-line: ಸ್ಕ್ರೀನ್ 4 ವಾತ (ಯು) ಮ.12.05ಕ್ಕೆ, ಸಂ.3.40ಕ್ಕೆ, ಸಂ.7.05ಕ್ಕೆ <box>667 282 823 291</box>
theatre-movie: ಅರಿಂದಮ್ (ಯು) <box>666 659 709 667</box>
pvr-logo <box>662 316 736 360</box>
theatre-listing <box>662 672 917 699</box>
theatre-header <box>662 672 917 685</box>
theatre-listing <box>662 616 917 643</box>
joined-photo <box>396 1000 656 1144</box>
theatre-name: ಪ್ರಭಾ <box>666 757 682 767</box>
inox-block <box>662 192 917 232</box>
theatre-movie: ತು ಜೂತಿ ಮೈ ಮಕ್ಕರ್ (ಯು) <box>666 687 734 695</box>
column-rule <box>163 455 164 760</box>
obituary-body-top: ಕಿ.ನರಸೀಪುರ, ಮಾ.12- ಶಾಸಕ ಸಂಸದ ರಾಗಿ ಉತ್ತಮ ಜನ ಸೇವಕರಾಗಿ ಹೆಸರು ಮಾಡಿದ್ದ ಕೆಪಿಸಿಸಿ ಕಾರ್ಯಾಧ್ಯಕ್ಷ ಆರ್. ಧ್ರುವನಾರಾಯಣ ಅವರ ನಿಧನ ತೀವ್ರ ನೋವುಂಟು ಮಾಡಿದೆ. <box>90 490 160 555</box>
accident-body: ಹುಣಸೂರು, ಮಾ.12- ಕಾಡಾನೆ ದಾಳಿಯಿಂದ ವ್ಯಕ್ತಿಯೊಬ್ಬರು ತೀವ್ರವಾಗಿ ಗಾಯಗೊಂಡ ಘಟನೆ ತಾಲೂಕಿನ ಗ್ರಾಮದಲ್ಲಿ ನಡೆದಿದೆ. ಜಮೀನಿನಲ್ಲಿ ಕೆಲಸ ಮಾಡುತ್ತಿದ್ದ ವೇಳೆ ಕಾಡಿನಿಂದ ಬಂದ ಆನೆ ದಾಳಿ ನಡೆಸಿದೆ. ಗಾಯಾಳುವನ್ನು ಆಸ್ಪತ್ರೆಗೆ ದಾಖಲಿಸಲಾಗಿದ್ದು, ಚಿಕಿತ್ಸೆ ಮುಂದುವರಿದಿದೆ. ಅರಣ್ಯ ಇಲಾಖೆ ಅಧಿಕಾರಿಗಳು ಸ್ಥಳಕ್ಕೆ ಭೇಟಿ ನೀಡಿ ಪರಿಶೀಲನೆ ನಡೆಸಿದರು. ಗ್ರಾಮಸ್ಥರು ಆನೆ ಹಾವಳಿ ತಡೆಗೆ ಶಾಶ್ವತ ಪರಿಹಾರ ಒದಗಿಸುವಂತೆ ಒತ್ತಾಯಿಸಿದರು. <box>662 1254 917 1291</box>
drc-showtime-line: ಸ್ಕ್ರೀನ್ 4 ಸಂ.4.00ಕ್ಕೆ, ಪಠಾಣ್ ರಾ.7.15ಕ್ಕೆ <box>667 154 773 164</box>
tribute-col3: ಬಂಡವಾಳಶಾಹಿ ವ್ಯವಸ್ಥೆ ವಿರುದ್ಧ ಹೋರಾಡಿದ್ದ ಅವರು ಕ್ಷೇತ್ರದ ಅಭಿವೃದ್ಧಿಗೆ ಶ್ರಮಿಸಿದ್ದರು. ಅಭಿಮಾನಿಗಳು ಕಂಬನಿ ಮಿಡಿದರು. <box>418 558 534 586</box>
pvr-showtime-line: ಬೆ.8.30ಕ್ಕೆ, ಮ.3.30ಕ್ಕೆ, ಸಂ.7.50ಕ್ಕೆ, ರಾ.10.30ಕ್ಕೆ | ಮೆನ್ ಆಫ್ <box>667 389 836 398</box>
condolence-headline: ಧ್ರುವಗೆ ಕಾಂಗ್ರೆಸ್ ಮುಖಂಡರ ಸಂತಾಪ <box>168 611 362 630</box>
